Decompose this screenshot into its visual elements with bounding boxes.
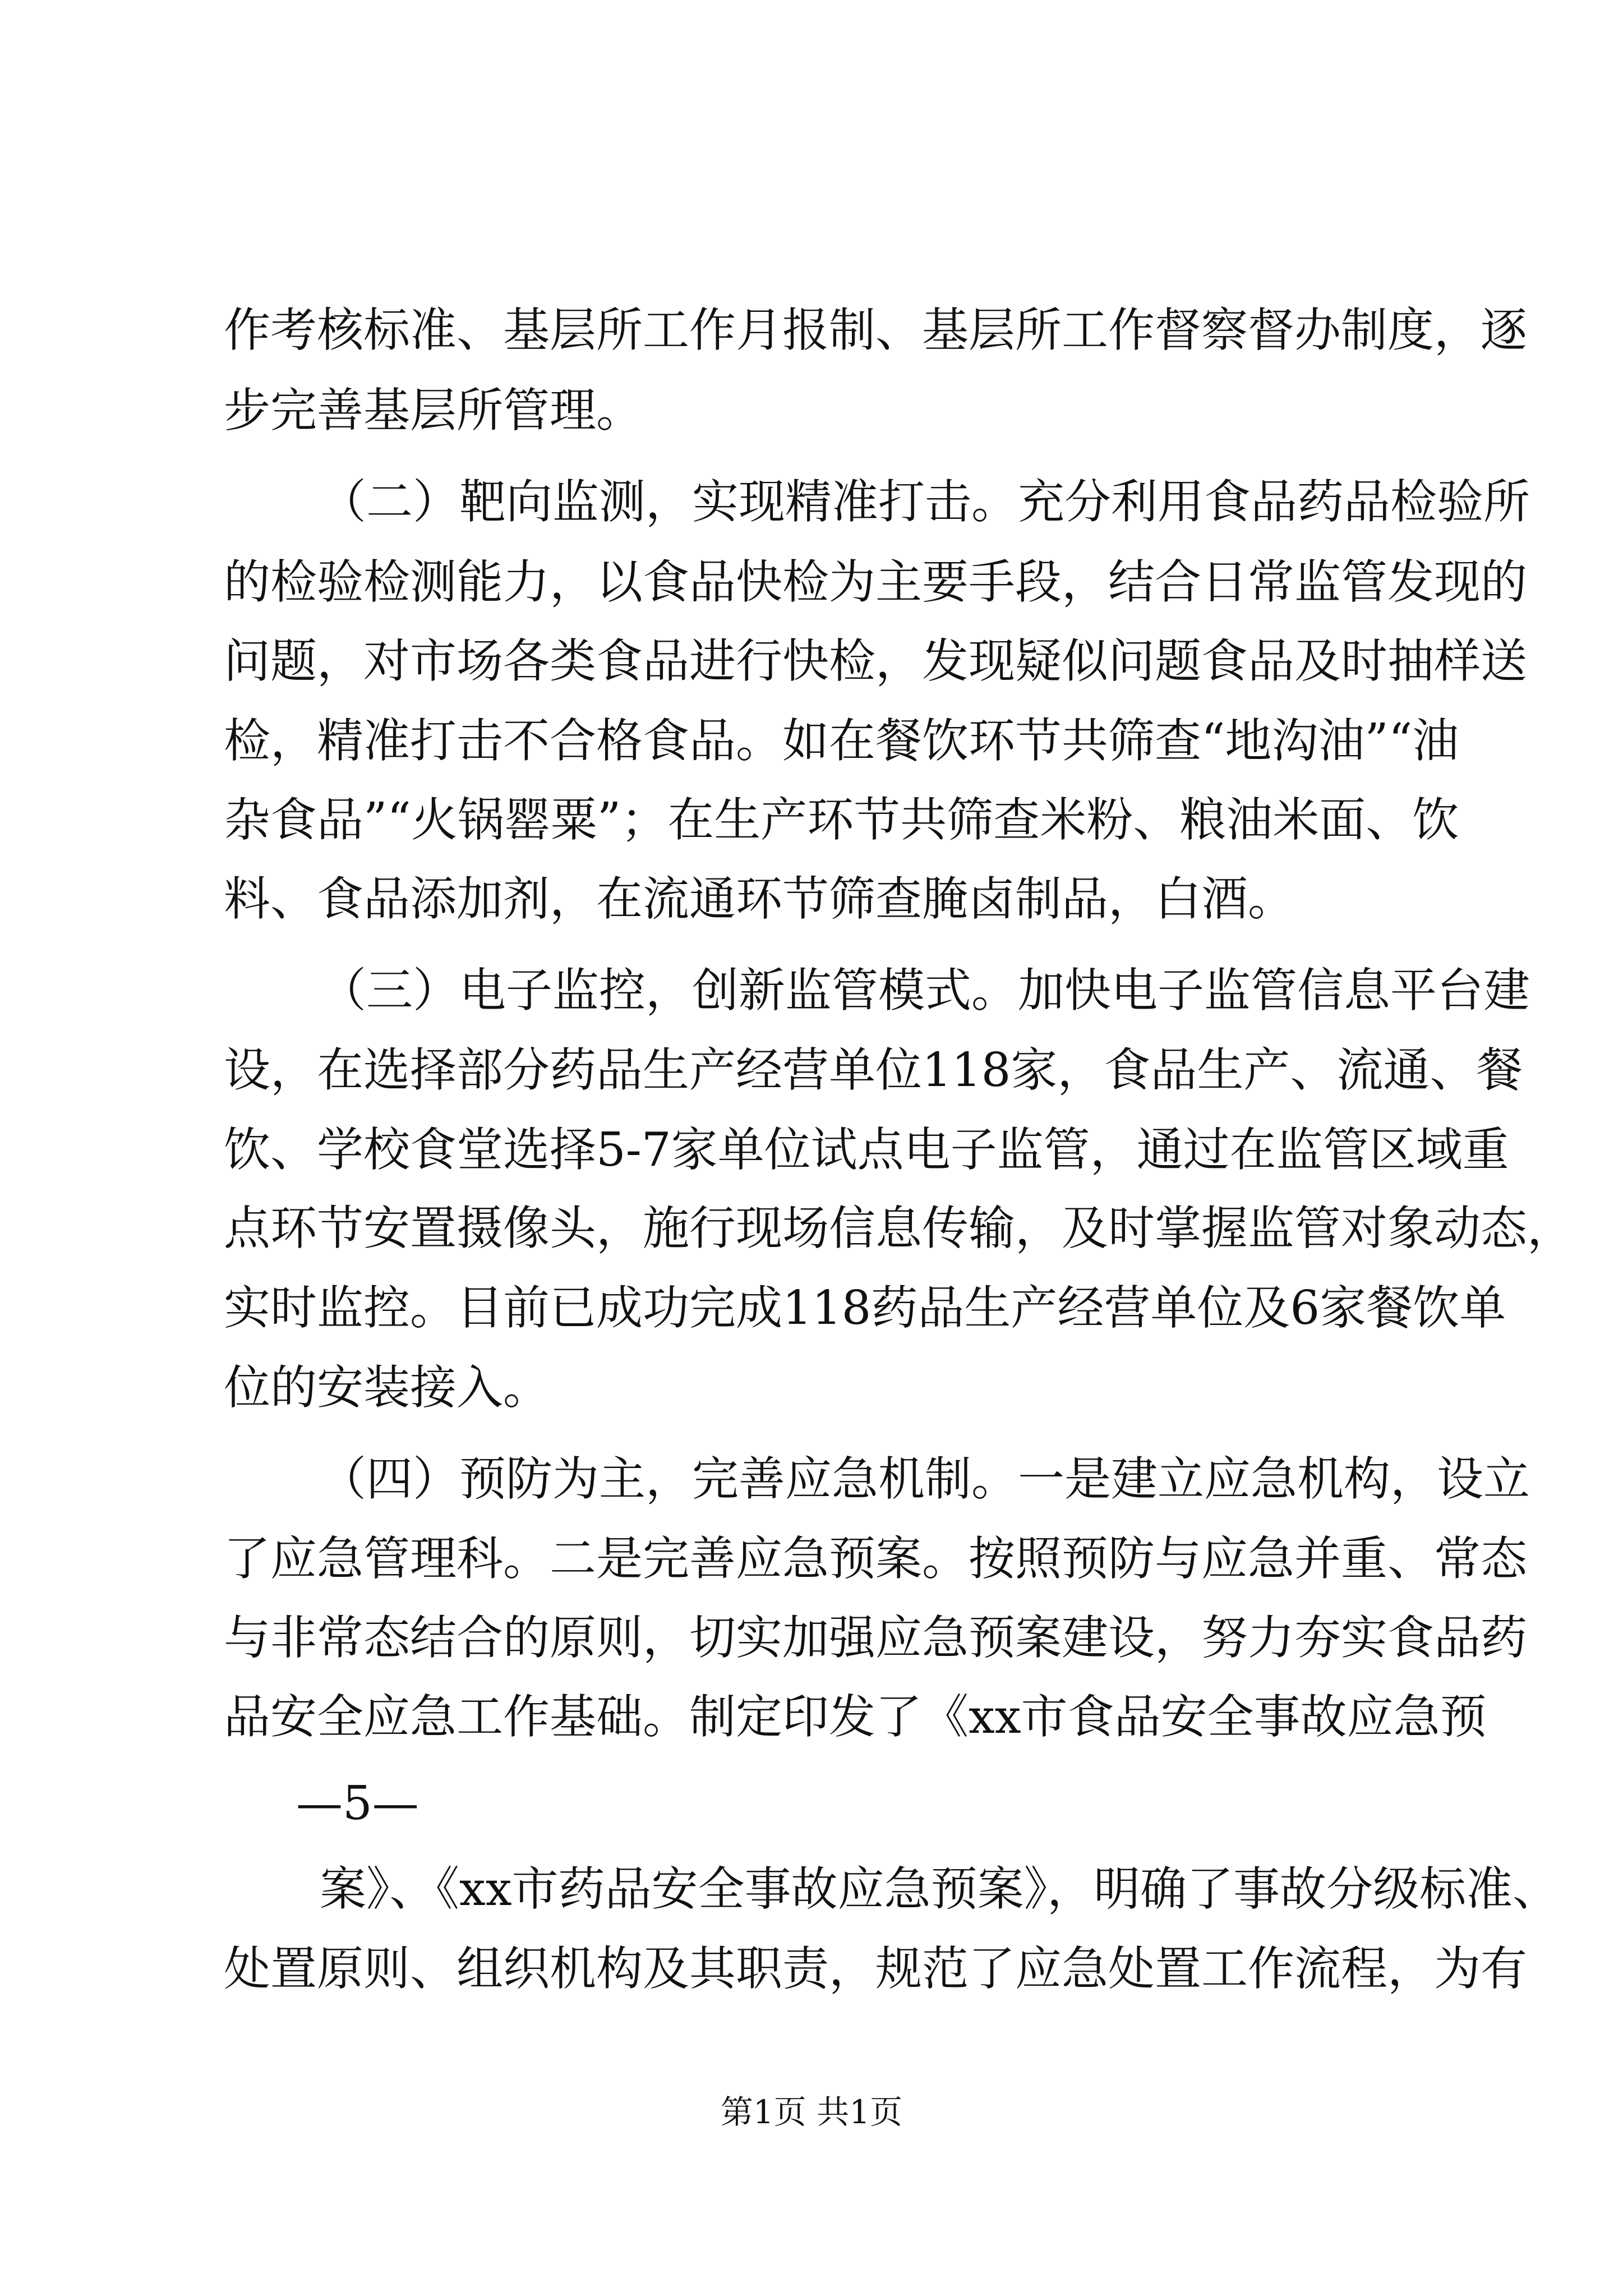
- body-text-line: 案》、《xx市药品安全事故应急预案》，明确了事故分级标准、: [320, 1862, 1560, 1916]
- body-text-line: 作考核标准、基层所工作月报制、基层所工作督察督办制度，逐: [224, 303, 1527, 357]
- body-text-line: 料、食品添加剂，在流通环节筛查腌卤制品，白酒。: [224, 872, 1294, 926]
- body-text-line: 设，在选择部分药品生产经营单位118家，食品生产、流通、餐: [224, 1043, 1523, 1097]
- body-text-line: 步完善基层所管理。: [224, 383, 643, 438]
- body-text-line: 了应急管理科。二是完善应急预案。按照预防与应急并重、常态: [224, 1531, 1527, 1586]
- body-text-line: 处置原则、组织机构及其职责，规范了应急处置工作流程，为有: [224, 1941, 1527, 1996]
- paragraph-heading-line: （二）靶向监测，实现精准打击。充分利用食品药品检验所: [320, 475, 1530, 529]
- paragraph-heading-line: （四）预防为主，完善应急机制。一是建立应急机构，设立: [320, 1452, 1530, 1506]
- body-text-line: 问题，对市场各类食品进行快检，发现疑似问题食品及时抽样送: [224, 634, 1527, 688]
- paragraph-heading-line: （三）电子监控，创新监管模式。加快电子监管信息平台建: [320, 963, 1530, 1018]
- body-text-line: 检，精准打击不合格食品。如在餐饮环节共筛查“地沟油”“油: [224, 714, 1459, 768]
- body-text-line: 饮、学校食堂选择5-7家单位试点电子监管，通过在监管区域重: [224, 1122, 1509, 1177]
- body-text-line: 位的安装接入。: [224, 1360, 550, 1415]
- body-text-line: 与非常态结合的原则，切实加强应急预案建设，努力夯实食品药: [224, 1611, 1527, 1665]
- body-text-line: 杂食品”“火锅罂粟”；在生产环节共筛查米粉、粮油米面、饮: [224, 793, 1459, 847]
- body-text-line: 点环节安置摄像头，施行现场信息传输，及时掌握监管对象动态，: [224, 1201, 1574, 1255]
- page-footer: 第1页 共1页: [720, 2093, 903, 2131]
- page-number-marker: —5—: [296, 1776, 419, 1830]
- body-text-line: 的检验检测能力，以食品快检为主要手段，结合日常监管发现的: [224, 555, 1527, 609]
- body-text-line: 品安全应急工作基础。制定印发了《xx市食品安全事故应急预: [224, 1690, 1487, 1744]
- body-text-line: 实时监控。目前已成功完成118药品生产经营单位及6家餐饮单: [224, 1281, 1506, 1335]
